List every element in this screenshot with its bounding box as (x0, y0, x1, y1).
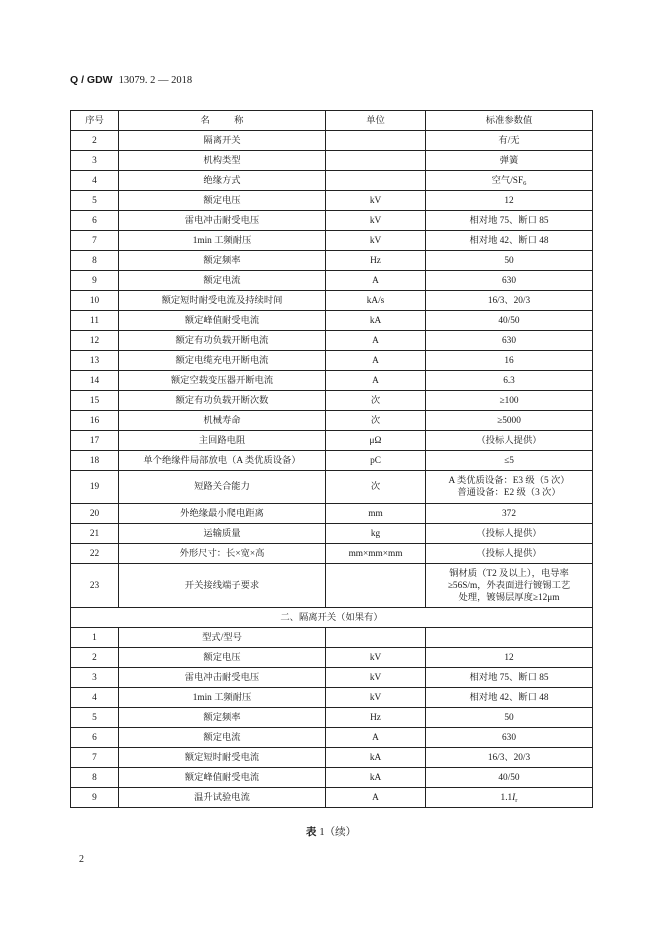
table-row (71, 171, 593, 191)
standard-value: 40/50 (426, 311, 593, 331)
parameter-name: 外绝缘最小爬电距离 (119, 504, 326, 524)
standard-value: 相对地 42、断口 48 (426, 688, 593, 708)
row-number: 2 (71, 648, 119, 668)
unit: A (326, 271, 426, 291)
row-number: 1 (71, 628, 119, 648)
parameter-name: 额定峰值耐受电流 (119, 768, 326, 788)
unit (326, 628, 426, 648)
standard-value: 16 (426, 351, 593, 371)
table-row (71, 628, 593, 648)
standard-value: 630 (426, 728, 593, 748)
table-row (71, 728, 593, 748)
section-title-row (71, 608, 593, 628)
row-number: 22 (71, 544, 119, 564)
parameter-name: 绝缘方式 (119, 171, 326, 191)
unit: A (326, 728, 426, 748)
row-number: 8 (71, 251, 119, 271)
parameter-name: 1min 工频耐压 (119, 231, 326, 251)
parameter-name: 额定电缆充电开断电流 (119, 351, 326, 371)
standard-value: 12 (426, 191, 593, 211)
unit: Hz (326, 708, 426, 728)
table-row (71, 351, 593, 371)
table-row (71, 688, 593, 708)
parameter-name: 机构类型 (119, 151, 326, 171)
table-row (71, 748, 593, 768)
table-row (71, 768, 593, 788)
unit: kA (326, 311, 426, 331)
unit (326, 131, 426, 151)
parameter-name: 单个绝缘件局部放电（A 类优质设备） (119, 451, 326, 471)
standard-value: 630 (426, 271, 593, 291)
unit (326, 564, 426, 608)
table-row (71, 524, 593, 544)
parameter-name: 额定短时耐受电流 (119, 748, 326, 768)
standard-value (426, 171, 593, 191)
unit (326, 171, 426, 191)
table-row (71, 211, 593, 231)
parameter-name: 额定峰值耐受电流 (119, 311, 326, 331)
unit: kV (326, 648, 426, 668)
parameter-name: 短路关合能力 (119, 471, 326, 504)
standard-value: （投标人提供） (426, 431, 593, 451)
unit: kA/s (326, 291, 426, 311)
table-row (71, 391, 593, 411)
standard-value (426, 788, 593, 808)
row-number: 13 (71, 351, 119, 371)
row-number: 5 (71, 191, 119, 211)
table-row (71, 151, 593, 171)
unit: mm×mm×mm (326, 544, 426, 564)
parameter-name: 额定有功负载开断电流 (119, 331, 326, 351)
table-row (71, 668, 593, 688)
standard-value: 16/3、20/3 (426, 748, 593, 768)
row-number: 16 (71, 411, 119, 431)
table-row (71, 131, 593, 151)
standard-code: Q / GDW (70, 74, 113, 86)
row-number: 9 (71, 271, 119, 291)
row-number: 9 (71, 788, 119, 808)
standard-value: ≤5 (426, 451, 593, 471)
table-row (71, 504, 593, 524)
unit: kV (326, 231, 426, 251)
parameter-name: 额定有功负载开断次数 (119, 391, 326, 411)
column-header-name: 名 称 (119, 111, 326, 131)
page-number: 2 (79, 854, 84, 865)
standard-value (426, 628, 593, 648)
table-row (71, 251, 593, 271)
column-header-number: 序号 (71, 111, 119, 131)
parameter-name: 额定电流 (119, 271, 326, 291)
row-number: 6 (71, 728, 119, 748)
standard-value: ≥100 (426, 391, 593, 411)
standard-value: 有/无 (426, 131, 593, 151)
value-text: 空气/SF (491, 175, 524, 186)
standard-value: 相对地 75、断口 85 (426, 211, 593, 231)
table-caption (0, 824, 662, 839)
row-number: 4 (71, 688, 119, 708)
standard-value (426, 471, 593, 504)
unit: 次 (326, 411, 426, 431)
row-number: 19 (71, 471, 119, 504)
standard-value: 弹簧 (426, 151, 593, 171)
row-number: 17 (71, 431, 119, 451)
unit: kV (326, 688, 426, 708)
unit: Hz (326, 251, 426, 271)
value-line: ≥56S/m，外表面进行镀锡工艺 (447, 580, 571, 591)
unit: A (326, 331, 426, 351)
unit: μΩ (326, 431, 426, 451)
table-row (71, 191, 593, 211)
unit: kg (326, 524, 426, 544)
value-subscript: r (515, 796, 518, 804)
parameter-name: 主回路电阻 (119, 431, 326, 451)
row-number: 15 (71, 391, 119, 411)
table-row (71, 411, 593, 431)
unit: kV (326, 191, 426, 211)
parameter-name: 开关接线端子要求 (119, 564, 326, 608)
parameter-name: 额定电流 (119, 728, 326, 748)
standard-value: 6.3 (426, 371, 593, 391)
row-number: 4 (71, 171, 119, 191)
standard-number: 13079. 2 — 2018 (118, 75, 193, 86)
parameter-name: 额定电压 (119, 648, 326, 668)
row-number: 2 (71, 131, 119, 151)
parameter-name: 机械寿命 (119, 411, 326, 431)
parameter-table (70, 110, 593, 808)
parameter-name: 额定频率 (119, 251, 326, 271)
parameter-name: 温升试验电流 (119, 788, 326, 808)
table-row (71, 271, 593, 291)
unit: pC (326, 451, 426, 471)
parameter-name: 额定空载变压器开断电流 (119, 371, 326, 391)
unit: kV (326, 668, 426, 688)
standard-value: 50 (426, 251, 593, 271)
row-number: 14 (71, 371, 119, 391)
table-row (71, 564, 593, 608)
standard-value: 50 (426, 708, 593, 728)
row-number: 7 (71, 748, 119, 768)
document-header (70, 74, 192, 86)
table-row (71, 451, 593, 471)
value-symbol: I (512, 792, 516, 803)
table-row (71, 544, 593, 564)
parameter-name: 隔离开关 (119, 131, 326, 151)
table-header-row (71, 111, 593, 131)
value-subscript: 6 (523, 179, 527, 187)
standard-value: 40/50 (426, 768, 593, 788)
row-number: 3 (71, 668, 119, 688)
caption-text: 1（续） (319, 827, 357, 838)
parameter-name: 额定电压 (119, 191, 326, 211)
table-row (71, 291, 593, 311)
row-number: 12 (71, 331, 119, 351)
standard-value: 12 (426, 648, 593, 668)
parameter-name: 雷电冲击耐受电压 (119, 211, 326, 231)
row-number: 8 (71, 768, 119, 788)
standard-value: ≥5000 (426, 411, 593, 431)
row-number: 10 (71, 291, 119, 311)
value-line: 普通设备：E2 级（3 次） (457, 488, 561, 498)
unit (326, 151, 426, 171)
unit: 次 (326, 391, 426, 411)
table-row (71, 311, 593, 331)
unit: mm (326, 504, 426, 524)
unit: A (326, 351, 426, 371)
column-header-value: 标准参数值 (426, 111, 593, 131)
standard-value: 16/3、20/3 (426, 291, 593, 311)
parameter-name: 额定频率 (119, 708, 326, 728)
parameter-name: 型式/型号 (119, 628, 326, 648)
row-number: 7 (71, 231, 119, 251)
table-row (71, 471, 593, 504)
row-number: 11 (71, 311, 119, 331)
unit: A (326, 788, 426, 808)
unit: 次 (326, 471, 426, 504)
standard-value: 372 (426, 504, 593, 524)
parameter-name: 1min 工频耐压 (119, 688, 326, 708)
standard-value: 630 (426, 331, 593, 351)
value-text: 1.1 (500, 792, 513, 803)
row-number: 6 (71, 211, 119, 231)
table-row (71, 788, 593, 808)
value-line: 铜材质（T2 及以上），电导率 (449, 568, 569, 579)
table-row (71, 708, 593, 728)
row-number: 23 (71, 564, 119, 608)
unit: A (326, 371, 426, 391)
unit: kA (326, 748, 426, 768)
unit: kV (326, 211, 426, 231)
row-number: 5 (71, 708, 119, 728)
table-row (71, 231, 593, 251)
standard-value: （投标人提供） (426, 524, 593, 544)
row-number: 18 (71, 451, 119, 471)
table-row (71, 331, 593, 351)
column-header-unit: 单位 (326, 111, 426, 131)
parameter-name: 雷电冲击耐受电压 (119, 668, 326, 688)
parameter-name: 外形尺寸：长×宽×高 (119, 544, 326, 564)
parameter-name: 额定短时耐受电流及持续时间 (119, 291, 326, 311)
table-row (71, 431, 593, 451)
standard-value: （投标人提供） (426, 544, 593, 564)
parameter-name: 运输质量 (119, 524, 326, 544)
section-title: 二、隔离开关（如果有） (71, 608, 593, 628)
standard-value: 相对地 75、断口 85 (426, 668, 593, 688)
row-number: 21 (71, 524, 119, 544)
standard-value (426, 564, 593, 608)
standard-value: 相对地 42、断口 48 (426, 231, 593, 251)
unit: kA (326, 768, 426, 788)
row-number: 3 (71, 151, 119, 171)
value-line: 处理，镀锡层厚度≥12μm (458, 592, 560, 603)
row-number: 20 (71, 504, 119, 524)
table-row (71, 648, 593, 668)
caption-label: 表 (305, 827, 317, 838)
table-row (71, 371, 593, 391)
value-line: A 类优质设备：E3 级（5 次） (448, 476, 570, 486)
